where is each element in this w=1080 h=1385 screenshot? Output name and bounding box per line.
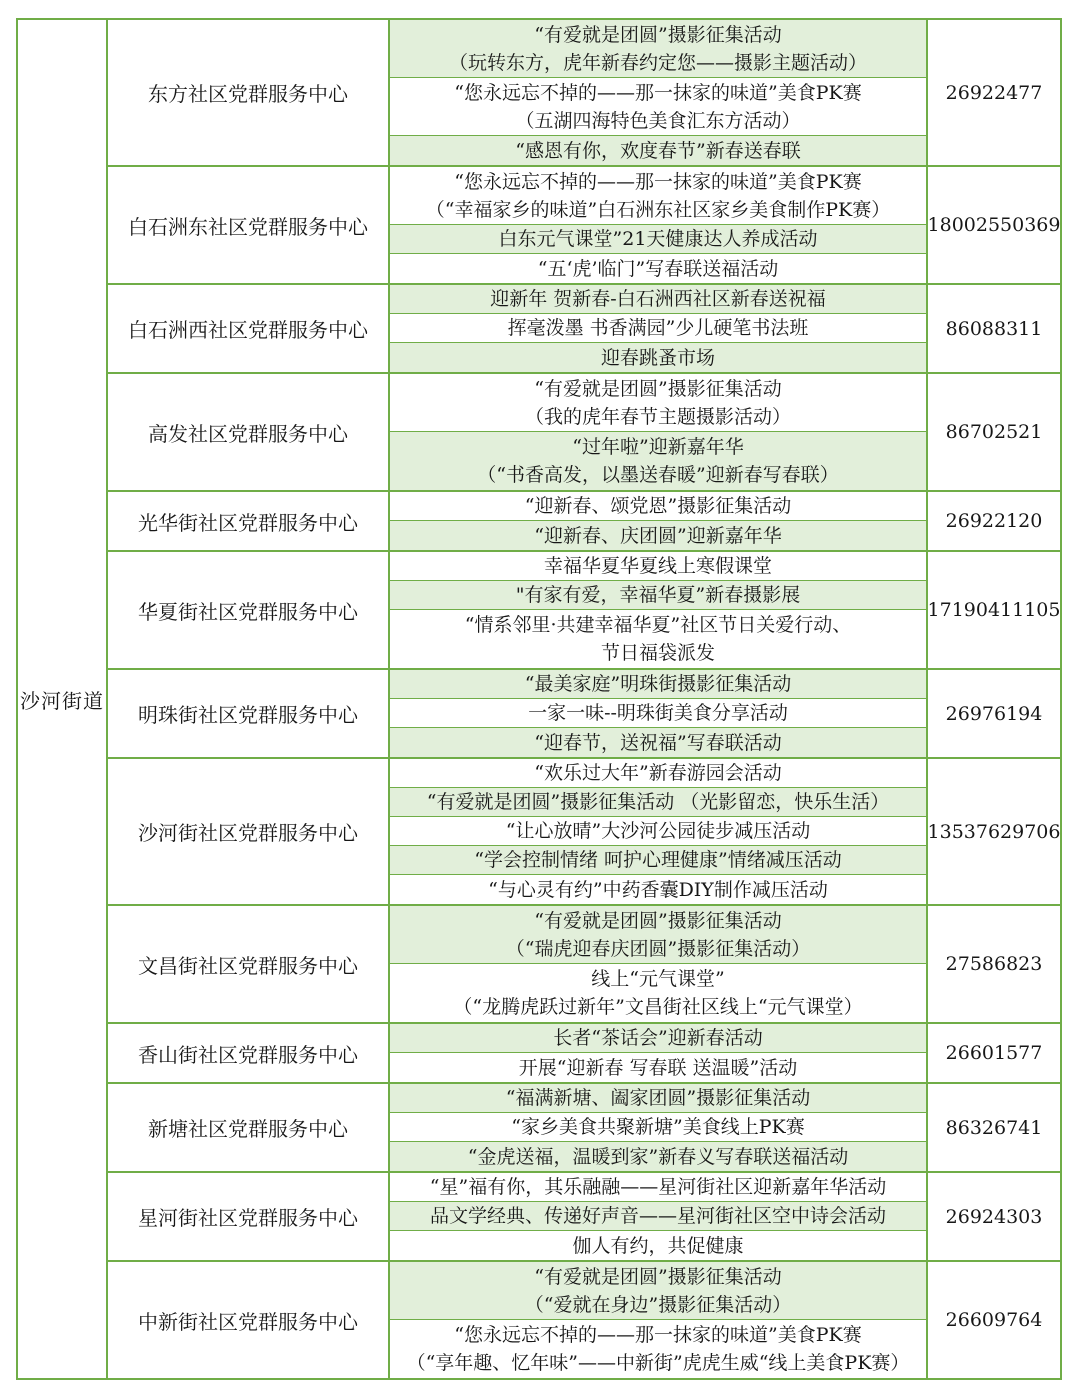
activity-row [390,1262,926,1320]
center-name: 文昌街社区党群服务中心 [108,906,390,1022]
activity-text: 长者“茶话会”迎新春活动 [553,1027,763,1049]
activity-text: “金虎送福，温暖到家”新春义写春联送福活动 [467,1145,849,1168]
center-row [108,670,1060,759]
activities-cell [390,1173,926,1260]
center-name: 明珠街社区党群服务中心 [108,670,390,757]
phone-number: 26601577 [926,1024,1060,1082]
center-row [108,492,1060,552]
activity-text: “有爱就是团圆”摄影征集活动 （光影留恋，快乐生活） [426,791,890,813]
activity-row [390,1173,926,1202]
activity-text: 线上“元气课堂” [591,968,725,990]
activity-text: （“爱就在身边”摄影征集活动） [524,1293,792,1316]
activity-text: 品文学经典、传递好声音——星河街社区空中诗会活动 [429,1205,886,1227]
activity-row [390,167,926,225]
phone-number: 26922120 [926,492,1060,550]
activity-text: （“书香高发，以墨送春暖”迎新春写春联） [477,464,839,486]
activity-text: （“龙腾虎跃过新年”文昌街社区线上“元气课堂） [453,996,863,1018]
center-name: 香山街社区党群服务中心 [108,1024,390,1082]
phone-number: 26609764 [926,1262,1060,1378]
center-name: 星河街社区党群服务中心 [108,1173,390,1260]
activity-row [390,1231,926,1260]
activity-row [390,788,926,817]
center-row [108,552,1060,670]
activity-text: （“瑞虎迎春庆团圆”摄影征集活动） [505,937,811,960]
activity-row [390,1024,926,1053]
activity-text: 迎春跳蚤市场 [600,346,715,369]
phone-number: 86326741 [926,1084,1060,1171]
activity-row [390,906,926,964]
activity-text: “最美家庭”明珠街摄影征集活动 [524,673,792,695]
activity-row [390,581,926,610]
center-row [108,759,1060,906]
center-row [108,167,1060,285]
activity-text: “您永远忘不掉的——那一抹家的味道”美食PK赛 [454,170,862,193]
activity-row [390,20,926,78]
center-row [108,374,1060,492]
activity-row [390,314,926,343]
activity-row [390,552,926,581]
phone-number: 86702521 [926,374,1060,490]
activity-text: “家乡美食共聚新塘”美食线上PK赛 [511,1116,805,1138]
activities-cell [390,374,926,490]
activity-text: “有爱就是团圆”摄影征集活动 [534,23,782,46]
center-row [108,285,1060,374]
activity-row [390,875,926,904]
activity-text: 幸福华夏华夏线上寒假课堂 [543,555,772,577]
center-row [108,1262,1060,1378]
center-row [108,20,1060,167]
activity-text: “五‘虎’临门”写春联送福活动 [537,257,779,280]
activity-text: “您永远忘不掉的——那一抹家的味道”美食PK赛 [454,81,862,104]
activity-row [390,1084,926,1113]
activity-row [390,1142,926,1171]
center-name: 白石洲西社区党群服务中心 [108,285,390,372]
sections [108,20,1060,1378]
center-name: 华夏街社区党群服务中心 [108,552,390,668]
activity-row [390,817,926,846]
activity-row [390,78,926,136]
center-row [108,906,1060,1024]
activity-row [390,728,926,757]
activity-text: “迎春节，送祝福”写春联活动 [534,731,782,754]
center-row [108,1084,1060,1173]
activity-text: “福满新塘、阖家团圆”摄影征集活动 [505,1087,811,1109]
activity-text: “有爱就是团圆”摄影征集活动 [534,377,782,400]
phone-number: 26976194 [926,670,1060,757]
activities-cell [390,670,926,757]
center-name: 白石洲东社区党群服务中心 [108,167,390,283]
center-name: 沙河街社区党群服务中心 [108,759,390,904]
activities-cell [390,552,926,668]
activity-row [390,374,926,432]
activities-cell [390,1024,926,1082]
center-row [108,1173,1060,1262]
phone-number: 27586823 [926,906,1060,1022]
activities-cell [390,167,926,283]
activity-text: 节日福袋派发 [600,642,715,664]
activity-text: （“享年趣、忆年味”——中新街”虎虎生威“线上美食PK赛） [406,1352,910,1374]
activity-text: “与心灵有约”中药香囊DIY制作减压活动 [488,878,828,901]
phone-number: 18002550369 [926,167,1060,283]
activity-row [390,254,926,283]
activity-row [390,492,926,521]
activity-row [390,964,926,1022]
activities-cell [390,492,926,550]
activity-row [390,699,926,728]
activities-cell [390,906,926,1022]
activity-row [390,285,926,314]
activity-text: “学会控制情绪 呵护心理健康”情绪减压活动 [474,849,842,871]
activity-text: “感恩有你，欢度春节”新春送春联 [515,139,801,162]
activity-row [390,343,926,372]
activity-text: “星”福有你，其乐融融——星河街社区迎新嘉年华活动 [429,1176,887,1198]
activity-row [390,1320,926,1378]
activity-text: 挥毫泼墨 书香满园”少儿硬笔书法班 [507,317,809,339]
center-row [108,1024,1060,1084]
activity-row [390,670,926,699]
activity-text: “让心放晴”大沙河公园徒步减压活动 [505,820,811,842]
activity-text: 伽人有约，共促健康 [572,1234,744,1257]
activity-text: “欢乐过大年”新春游园会活动 [534,762,782,784]
activity-text: （我的虎年春节主题摄影活动） [524,405,791,428]
activity-text: 迎新年 贺新春-白石洲西社区新春送祝福 [490,288,826,310]
activity-row [390,136,926,165]
activity-text: 开展“迎新春 写春联 送温暖”活动 [518,1056,798,1079]
activity-text: “有爱就是团圆”摄影征集活动 [534,1265,782,1288]
activities-cell [390,1084,926,1171]
activity-text: “过年啦”迎新嘉年华 [572,436,744,458]
activity-text: （五湖四海特色美食汇东方活动） [515,109,801,132]
center-name: 新塘社区党群服务中心 [108,1084,390,1171]
activity-text: “情系邻里·共建幸福华夏”社区节日关爱行动、 [464,614,852,636]
center-name: 东方社区党群服务中心 [108,20,390,165]
phone-number: 86088311 [926,285,1060,372]
activities-cell [390,20,926,165]
activity-text: “迎新春、颂党恩”摄影征集活动 [524,495,792,517]
activity-row [390,521,926,550]
activity-row [390,432,926,490]
activities-cell [390,285,926,372]
activities-cell [390,1262,926,1378]
activity-row [390,225,926,254]
activity-text: “有爱就是团圆”摄影征集活动 [534,909,782,932]
activity-text: "有家有爱，幸福华夏”新春摄影展 [515,584,801,606]
activity-text: “您永远忘不掉的——那一抹家的味道”美食PK赛 [454,1324,862,1346]
activity-row [390,610,926,668]
activity-row [390,1202,926,1231]
activity-text: （“幸福家乡的味道”白石洲东社区家乡美食制作PK赛） [425,198,891,221]
center-name: 高发社区党群服务中心 [108,374,390,490]
activity-row [390,846,926,875]
phone-number: 13537629706 [926,759,1060,904]
activity-text: 白东元气课堂”21天健康达人养成活动 [498,228,818,250]
community-activities-table [16,18,1062,1380]
activities-cell [390,759,926,904]
activity-row [390,759,926,788]
phone-number: 26924303 [926,1173,1060,1260]
activity-row [390,1053,926,1082]
activity-text: 一家一味--明珠街美食分享活动 [528,702,788,724]
center-name: 光华街社区党群服务中心 [108,492,390,550]
center-name: 中新街社区党群服务中心 [108,1262,390,1378]
street-name-cell: 沙河街道 [18,20,108,1378]
phone-number: 17190411105 [926,552,1060,668]
phone-number: 26922477 [926,20,1060,165]
activity-text: “迎新春、庆团圆”迎新嘉年华 [534,524,782,547]
activity-text: （玩转东方，虎年新春约定您——摄影主题活动） [448,51,867,74]
activity-row [390,1113,926,1142]
